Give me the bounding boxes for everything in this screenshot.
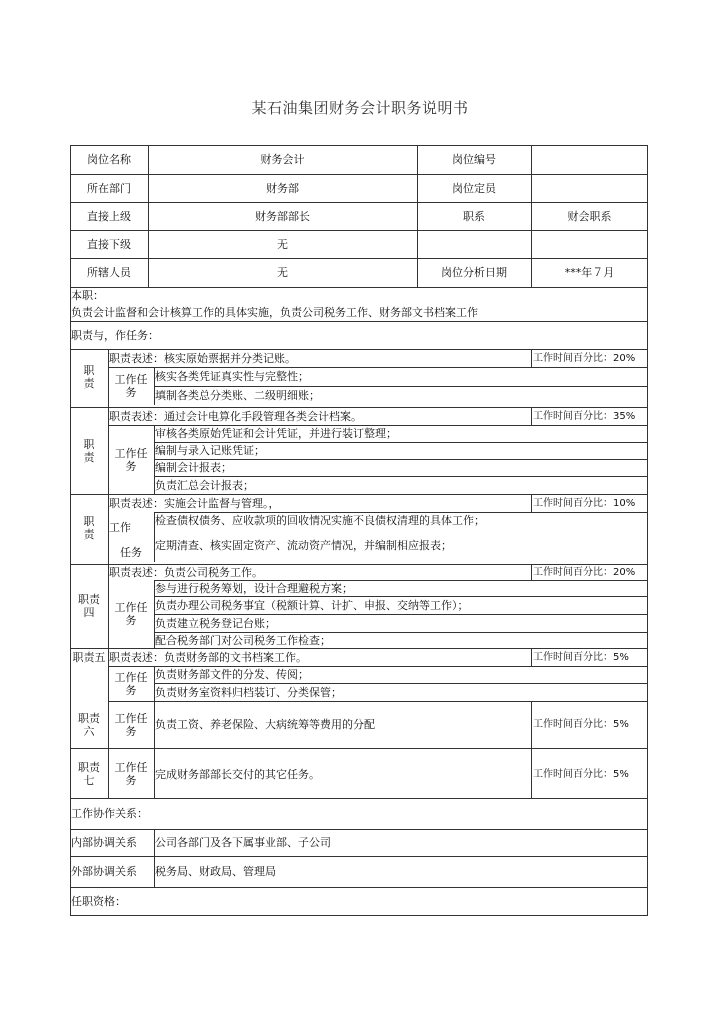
border-line bbox=[154, 829, 155, 887]
page-title: 某石油集团财务会计职务说明书 bbox=[251, 99, 469, 117]
border-line bbox=[70, 349, 648, 350]
duty-3-task-label-a: 工作 bbox=[109, 520, 131, 534]
border-line bbox=[154, 512, 155, 562]
duty-1-task-2: 填制各类总分类账、二级明细账； bbox=[155, 389, 320, 402]
border-line bbox=[70, 407, 648, 408]
border-line bbox=[70, 258, 648, 259]
duty-7-label: 职责七 bbox=[78, 761, 100, 787]
external-coordination-label: 外部协调关系 bbox=[71, 865, 137, 878]
duty-4-statement: 职责表述：负责公司税务工作。 bbox=[109, 565, 263, 579]
border-line bbox=[531, 564, 532, 580]
border-line bbox=[154, 459, 648, 460]
border-line bbox=[70, 748, 648, 749]
duty-2-task-4: 负责汇总会计报表； bbox=[155, 478, 254, 492]
border-line bbox=[154, 666, 155, 798]
border-line bbox=[531, 349, 532, 367]
border-line bbox=[154, 476, 648, 477]
border-line bbox=[70, 829, 648, 830]
border-line bbox=[531, 494, 532, 512]
duty-4-task-4: 配合税务部门对公司税务工作检查； bbox=[155, 633, 331, 647]
border-line bbox=[70, 202, 648, 203]
value-analysis-date: ***年７月 bbox=[564, 266, 615, 279]
border-line bbox=[531, 648, 532, 666]
border-line bbox=[70, 856, 648, 857]
border-line bbox=[154, 580, 155, 648]
cooperation-label: 工作协作关系： bbox=[71, 807, 148, 820]
label-analysis-date: 岗位分析日期 bbox=[441, 266, 507, 279]
duty-4-task-label: 工作任务 bbox=[114, 601, 148, 627]
duty-2-task-3: 编制会计报表； bbox=[155, 461, 232, 474]
duty-5-time-percent: 工作时间百分比：5% bbox=[533, 651, 629, 663]
duty-2-statement: 职责表述：通过会计电算化手段管理各类会计档案。 bbox=[109, 409, 362, 423]
border-line bbox=[70, 321, 648, 322]
label-supervisor: 直接上级 bbox=[87, 209, 131, 223]
internal-coordination-label: 内部协调关系 bbox=[71, 836, 137, 849]
border-line bbox=[154, 367, 155, 405]
duty-5-task-label: 工作任务 bbox=[114, 670, 148, 697]
border-line bbox=[154, 580, 648, 581]
duty-4-task-2: 负责办理公司税务事宜（税额计算、计扩、申报、交纳等工作）； bbox=[155, 598, 469, 612]
summary-text: 负责会计监督和会计核算工作的具体实施，负责公司税务工作、财务部文书档案工作 bbox=[71, 305, 478, 319]
duty-1-task-label: 工作任务 bbox=[114, 373, 148, 399]
border-line bbox=[70, 564, 648, 565]
border-line bbox=[148, 145, 149, 287]
border-line bbox=[108, 666, 648, 667]
value-subordinate: 无 bbox=[277, 237, 288, 251]
border-line bbox=[108, 367, 648, 368]
border-line bbox=[531, 407, 532, 425]
duty-1-time-percent: 工作时间百分比：20% bbox=[533, 352, 636, 364]
duty-2-time-percent: 工作时间百分比：35% bbox=[533, 410, 636, 422]
border-line bbox=[154, 596, 648, 597]
border-line bbox=[70, 145, 648, 146]
border-line bbox=[70, 174, 648, 175]
label-empty-r4 bbox=[417, 230, 531, 258]
border-line bbox=[70, 230, 648, 231]
duty-5-label: 职责五 bbox=[72, 650, 106, 664]
border-line bbox=[154, 425, 155, 494]
border-line bbox=[70, 648, 648, 649]
border-line bbox=[70, 915, 648, 916]
duty-5-task-2: 负责财务室资料归档装订、分类保管； bbox=[155, 685, 342, 699]
border-line bbox=[531, 145, 532, 287]
value-position-name: 财务会计 bbox=[260, 153, 305, 166]
border-line bbox=[154, 632, 648, 633]
qualification-label: 任职资格： bbox=[71, 895, 126, 908]
value-staff: 无 bbox=[277, 266, 288, 279]
border-line bbox=[154, 442, 648, 443]
border-line bbox=[70, 287, 648, 288]
label-position-name: 岗位名称 bbox=[87, 153, 131, 166]
value-headcount bbox=[531, 174, 648, 202]
label-staff: 所辖人员 bbox=[87, 266, 131, 279]
duty-7-task: 完成财务部部长交付的其它任务。 bbox=[155, 767, 320, 781]
duty-1-statement: 职责表述：核实原始票据并分类记账。 bbox=[109, 351, 296, 365]
border-line bbox=[154, 683, 648, 684]
label-department: 所在部门 bbox=[87, 181, 131, 195]
border-line bbox=[417, 145, 418, 287]
border-line bbox=[154, 614, 648, 615]
summary-label: 本职： bbox=[71, 288, 104, 302]
duty-3-task-label-b: 任务 bbox=[120, 545, 142, 559]
value-department: 财务部 bbox=[266, 181, 299, 195]
internal-coordination-value: 公司各部门及各下属事业部、子公司 bbox=[155, 836, 331, 849]
label-subordinate: 直接下级 bbox=[87, 237, 131, 251]
duty-4-time-percent: 工作时间百分比：20% bbox=[533, 566, 636, 578]
duty-1-label: 职责 bbox=[83, 364, 95, 390]
duty-4-task-3: 负责建立税务登记台账； bbox=[155, 616, 276, 630]
border-line bbox=[108, 701, 648, 702]
duty-5-task-1: 负责财务部文件的分发、传阅； bbox=[155, 668, 309, 681]
border-line bbox=[70, 887, 648, 888]
label-job-family: 职系 bbox=[463, 209, 485, 223]
label-position-code: 岗位编号 bbox=[452, 153, 496, 166]
border-line bbox=[70, 145, 71, 916]
border-line bbox=[154, 386, 648, 387]
value-position-code bbox=[531, 145, 648, 174]
border-line bbox=[108, 349, 109, 798]
duty-5-statement: 职责表述：负责财务部的文书档案工作。 bbox=[109, 650, 307, 664]
border-line bbox=[531, 701, 532, 798]
duty-2-task-2: 编制与录入记账凭证； bbox=[155, 444, 265, 457]
duty-7-time-percent: 工作时间百分比：5% bbox=[533, 768, 629, 780]
value-job-family: 财会职系 bbox=[567, 209, 612, 223]
duty-6-time-percent: 工作时间百分比：5% bbox=[533, 719, 629, 730]
border-line bbox=[647, 145, 648, 916]
duty-1-task-1: 核实各类凭证真实性与完整性； bbox=[155, 370, 309, 383]
duty-3-statement: 职责表述：实施会计监督与管理。， bbox=[109, 496, 280, 510]
value-empty-r4 bbox=[531, 230, 648, 258]
duty-4-task-1: 参与进行税务筹划，设计合理避税方案； bbox=[155, 581, 353, 595]
border-line bbox=[70, 798, 648, 799]
duty-2-label: 职责 bbox=[83, 437, 95, 464]
duty-6-task: 负责工资、养老保险、大病统筹等费用的分配 bbox=[155, 718, 375, 731]
duty-3-label: 职责 bbox=[83, 515, 95, 541]
duty-3-task-1: 检查债权债务、应收款项的回收情况实施不良债权清理的具体工作； bbox=[155, 514, 485, 527]
duty-6-task-label: 工作任务 bbox=[114, 711, 148, 738]
duty-6-label: 职责六 bbox=[78, 711, 100, 738]
duties-label: 职责与，作任务： bbox=[71, 328, 159, 342]
duty-3-time-percent: 工作时间百分比：10% bbox=[533, 497, 636, 509]
border-line bbox=[70, 494, 648, 495]
duty-2-task-label: 工作任务 bbox=[114, 446, 148, 473]
duty-7-task-label: 工作任务 bbox=[114, 761, 148, 787]
border-line bbox=[108, 425, 648, 426]
duty-2-task-1: 审核各类原始凭证和会计凭证，并进行装订整理； bbox=[155, 427, 397, 440]
border-line bbox=[154, 512, 648, 513]
duty-3-task-2: 定期清查、核实固定资产、流动资产情况，并编制相应报表； bbox=[155, 539, 452, 552]
duty-4-label: 职责四 bbox=[78, 593, 100, 619]
external-coordination-value: 税务局、财政局、管理局 bbox=[155, 865, 276, 878]
value-supervisor: 财务部部长 bbox=[255, 209, 310, 223]
job-description-table bbox=[70, 145, 648, 916]
label-headcount: 岗位定员 bbox=[452, 181, 496, 195]
